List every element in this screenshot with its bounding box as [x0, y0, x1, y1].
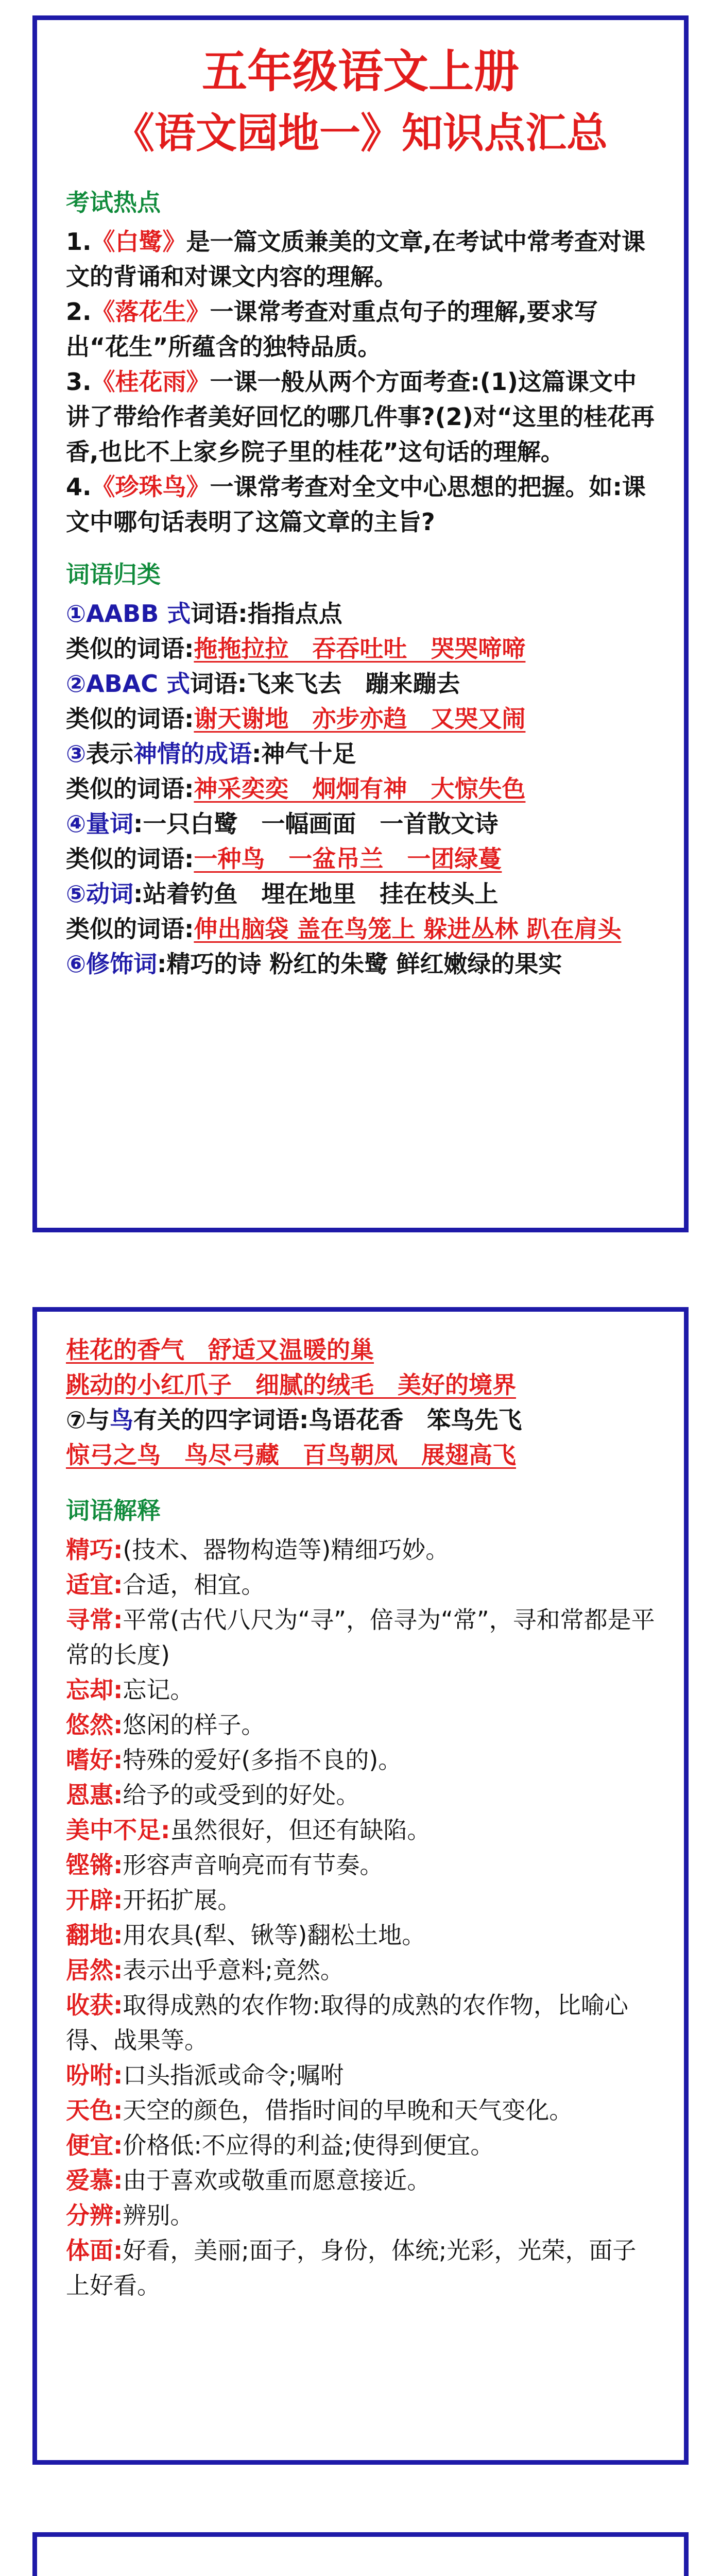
vocab-rule: ④量词:一只白鹭 一幅画面 一首散文诗	[66, 810, 499, 838]
definition-item: 爱慕:由于喜欢或敬重而愿意接近。	[66, 2166, 431, 2194]
definition-list	[66, 1532, 655, 2303]
vocab-rule: ⑤动词:站着钓鱼 埋在地里 挂在枝头上	[66, 880, 499, 908]
hotspot-item: 3.《桂花雨》一课一般从两个方面考查:(1)这篇课文中讲了带给作者美好回忆的哪几件事?(2)对“这里的桂花再香,也比不上家乡院子里的桂花”这句话的理解。	[66, 368, 655, 466]
vocab-examples: 类似的词语:伸出脑袋 盖在鸟笼上 躲进丛林 趴在肩头	[66, 915, 622, 943]
vocab-rule: ③表示神情的成语:神气十足	[66, 740, 356, 768]
definition-item: 美中不足:虽然很好，但还有缺陷。	[66, 1816, 431, 1844]
vocab-rule: ⑥修饰词:精巧的诗 粉红的朱鹭 鲜红嫩绿的果实	[66, 950, 562, 978]
vocab-examples: 类似的词语:拖拖拉拉 吞吞吐吐 哭哭啼啼	[66, 635, 526, 663]
section-header-hotspots: 考试热点	[66, 189, 161, 216]
definition-item: 铿锵:形容声音响亮而有节奏。	[66, 1851, 384, 1879]
definition-item: 居然:表示出乎意料;竟然。	[66, 1956, 344, 1984]
section-header-definitions: 词语解释	[66, 1497, 161, 1524]
definition-item: 恩惠:给予的或受到的好处。	[66, 1781, 360, 1809]
vocab-examples: 桂花的香气 舒适又温暖的巢	[66, 1336, 374, 1364]
definition-item: 分辨:辨别。	[66, 2201, 194, 2229]
hotspot-list	[66, 224, 655, 539]
page-title: 五年级语文上册	[201, 45, 519, 98]
definition-item: 忘却:忘记。	[66, 1676, 194, 1704]
definition-item: 嗜好:特殊的爱好(多指不良的)。	[66, 1746, 402, 1774]
vocab-rule: ①AABB 式词语:指指点点	[66, 600, 342, 628]
definition-item: 翻地:用农具(犁、锹等)翻松土地。	[66, 1921, 426, 1949]
definition-item: 悠然:悠闲的样子。	[66, 1711, 265, 1739]
card-good-sentences	[32, 2532, 689, 2576]
vocab-rule: ②ABAC 式词语:飞来飞去 蹦来蹦去	[66, 670, 460, 698]
definition-item: 天色:天空的颜色，借指时间的早晚和天气变化。	[66, 2096, 573, 2124]
definition-item: 适宜:合适，相宜。	[66, 1571, 265, 1599]
vocab-examples: 类似的词语:神采奕奕 炯炯有神 大惊失色	[66, 775, 526, 803]
vocab-rule: ⑦与鸟有关的四字词语:鸟语花香 笨鸟先飞	[66, 1406, 522, 1434]
vocab-examples: 类似的词语:一种鸟 一盆吊兰 一团绿蔓	[66, 845, 502, 873]
vocab-list	[66, 596, 655, 981]
definition-item: 便宜:价格低:不应得的利益;使得到便宜。	[66, 2131, 494, 2159]
definition-item: 精巧:(技术、器物构造等)精细巧妙。	[66, 1536, 450, 1564]
vocab-examples: 跳动的小红爪子 细腻的绒毛 美好的境界	[66, 1371, 516, 1399]
definition-item: 吩咐:口头指派或命令;嘱咐	[66, 2061, 344, 2089]
definition-item: 开辟:开拓扩展。	[66, 1886, 242, 1914]
definition-item: 收获:取得成熟的农作物:取得的成熟的农作物，比喻心得、战果等。	[66, 1991, 628, 2054]
vocab-examples: 类似的词语:谢天谢地 亦步亦趋 又哭又闹	[66, 705, 526, 733]
hotspot-item: 2.《落花生》一课常考查对重点句子的理解,要求写出“花生”所蕴含的独特品质。	[66, 298, 598, 361]
card-vocab-definitions	[32, 1307, 689, 2465]
definition-item: 体面:好看，美丽;面子，身份，体统;光彩，光荣，面子上好看。	[66, 2236, 637, 2299]
card-hotspots-vocab	[32, 15, 689, 1232]
section-header-vocab: 词语归类	[66, 561, 161, 588]
vocab-examples: 惊弓之鸟 鸟尽弓藏 百鸟朝凤 展翅高飞	[66, 1441, 516, 1469]
page-subtitle: 《语文园地一》知识点汇总	[113, 109, 608, 157]
definition-item: 寻常:平常(古代八尺为“寻”，倍寻为“常”，寻和常都是平常的长度)	[66, 1606, 655, 1669]
hotspot-item: 4.《珍珠鸟》一课常考查对全文中心思想的把握。如:课文中哪句话表明了这篇文章的主旨?	[66, 473, 646, 536]
hotspot-item: 1.《白鹭》是一篇文质兼美的文章,在考试中常考查对课文的背诵和对课文内容的理解。	[66, 228, 645, 291]
